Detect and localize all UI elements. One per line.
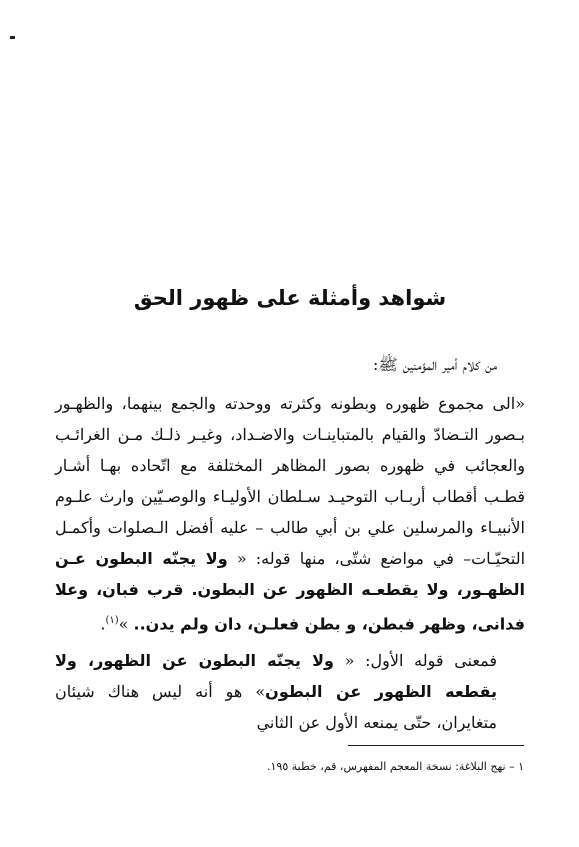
section-title: شواهد وأمثلة على ظهور الحق: [133, 286, 447, 310]
quote-bold-text: ولا يجنّه البطون عن الظهور، ولا يقطعه الظهور عن البطون: [55, 651, 498, 702]
intro-line: من كلام أمير المؤمنين ﷺ:: [372, 355, 497, 374]
page-corner-mark: [10, 36, 15, 39]
paragraph-text: فمعنى قوله الأول: «: [333, 651, 497, 671]
quote-close: »: [118, 614, 134, 634]
paragraph-text: «الى مجموع ظهوره وبطونه وكثرته ووحدته والجمع بينهما، والظهـور بـصور التـضادّ والقيام بالمتباينـات والاضـداد، وغيـر ذلـك مـن الغرائـب والعجائب في ظهوره بصور المظاهر المختلفة مع اتّحاده بهـا أشـار قطـب أقطاب أربـاب التوحيـد سـلطان الأوليـاء والوصـيّين وارث علـوم الأنبيـاء والمرسلين علي بن أبي طالب – عليه أفضل الـصلوات وأكمـل التحيّـات– في مواضع شتّى، منها قوله: «: [55, 394, 526, 568]
quote-bold-text: ولا يجنّه البطون عـن الظهـور، ولا يقطعـه الظهور عن البطون. قرب فبان، وعلا فدانى، وظهر فبطن، و بطن فعلـن، دان ولم يدن..: [55, 549, 525, 634]
paragraph-end: .: [100, 614, 106, 634]
footnote-reference[interactable]: (١): [105, 615, 119, 626]
footnote: ١ – نهج البلاغة: نسخة المعجم المفهرس، قم، خطبة ١٩٥.: [267, 760, 524, 773]
paragraph-quote: [55, 388, 525, 639]
paragraph-text: » هو أنه ليس هناك شيئان متغايران، حتّى يمنعه الأول عن الثاني: [55, 682, 497, 733]
page-body: [55, 280, 525, 744]
paragraph-explanation: [55, 645, 525, 738]
footnote-divider: [348, 745, 524, 746]
